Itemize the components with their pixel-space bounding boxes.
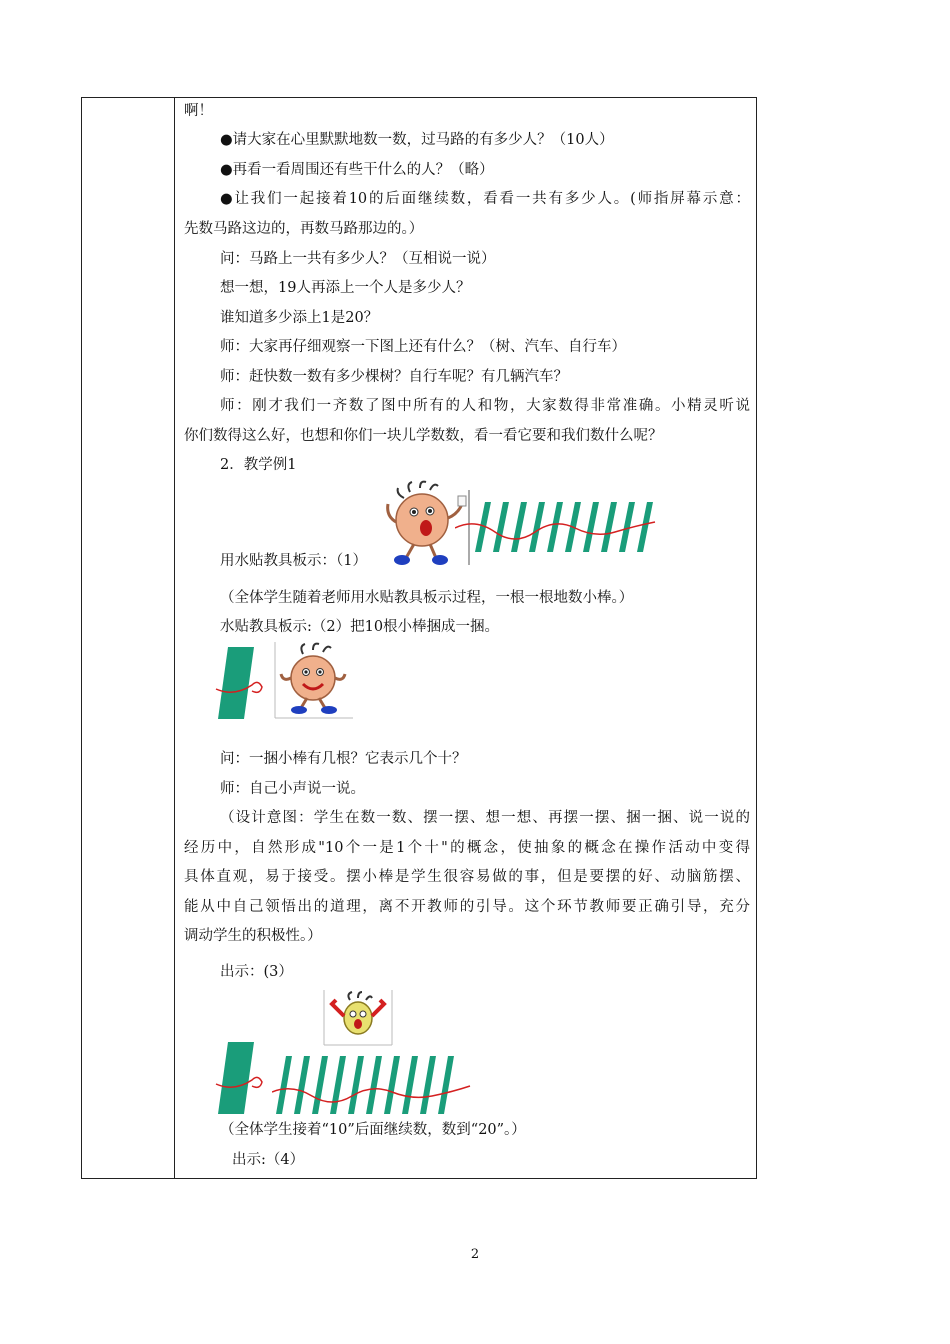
- table-column-divider: [174, 97, 175, 1179]
- text-line: 问：马路上一共有多少人？（互相说一说）: [220, 251, 496, 267]
- text-line: 师：刚才我们一齐数了图中所有的人和物，大家数得非常准确。小精灵听说: [220, 398, 750, 414]
- text-line: 啊！: [184, 103, 213, 119]
- mascot-icon: [273, 642, 353, 720]
- text-line: 先数马路这边的，再数马路那边的。）: [184, 221, 424, 237]
- text-line: 经历中，自然形成"10个一是1个十"的概念，使抽象的概念在操作活动中变得: [184, 840, 750, 856]
- text-line: ●再看一看周围还有些干什么的人？（略）: [220, 162, 494, 178]
- text-line: 出示:（4）: [232, 1152, 305, 1168]
- text-line: 问：一捆小棒有几根？它表示几个十？: [220, 751, 467, 767]
- text-line: 用水贴教具板示：（1）: [220, 553, 367, 569]
- text-line: （全体学生接着“10”后面继续数，数到“20”。）: [220, 1122, 526, 1138]
- text-line: 水贴教具板示:（2）把10根小棒捆成一捆。: [220, 619, 500, 635]
- page-number: 2: [470, 1247, 480, 1262]
- mascot-icon: [322, 990, 394, 1046]
- ten-sticks-icon: [272, 1052, 472, 1117]
- text-line: ●让我们一起接着10的后面继续数，看看一共有多少人。(师指屏幕示意：: [220, 191, 750, 207]
- text-line: 师：自己小声说一说。: [220, 781, 365, 797]
- text-line: 师：赶快数一数有多少棵树？自行车呢？有几辆汽车？: [220, 369, 568, 385]
- text-line: 出示：(3）: [220, 964, 293, 980]
- text-line: （设计意图：学生在数一数、摆一摆、想一想、再摆一摆、捆一捆、说一说的: [220, 810, 750, 826]
- text-line: 师：大家再仔细观察一下图上还有什么？（树、汽车、自行车）: [220, 339, 626, 355]
- text-line: 你们数得这么好，也想和你们一块儿学数数，看一看它要和我们数什么呢？: [184, 428, 663, 444]
- text-line: 能从中自己领悟出的道理，离不开教师的引导。这个环节教师要正确引导，充分: [184, 899, 750, 915]
- text-line: 具体直观，易于接受。摆小棒是学生很容易做的事，但是要摆的好、动脑筋摆、: [184, 869, 750, 885]
- text-line: 谁知道多少添上1是20？: [220, 310, 379, 326]
- stick-bundle-icon: [214, 1040, 264, 1115]
- ten-sticks-icon: [455, 490, 660, 565]
- text-line: （全体学生随着老师用水贴教具板示过程，一根一根地数小棒。）: [220, 590, 634, 606]
- text-line: 调动学生的积极性。）: [184, 928, 322, 944]
- text-line: 想一想，19人再添上一个人是多少人？: [220, 280, 471, 296]
- text-line: ●请大家在心里默默地数一数，过马路的有多少人？（10人）: [220, 132, 614, 148]
- text-line: 2．教学例1: [220, 457, 297, 473]
- stick-bundle-icon: [214, 645, 264, 720]
